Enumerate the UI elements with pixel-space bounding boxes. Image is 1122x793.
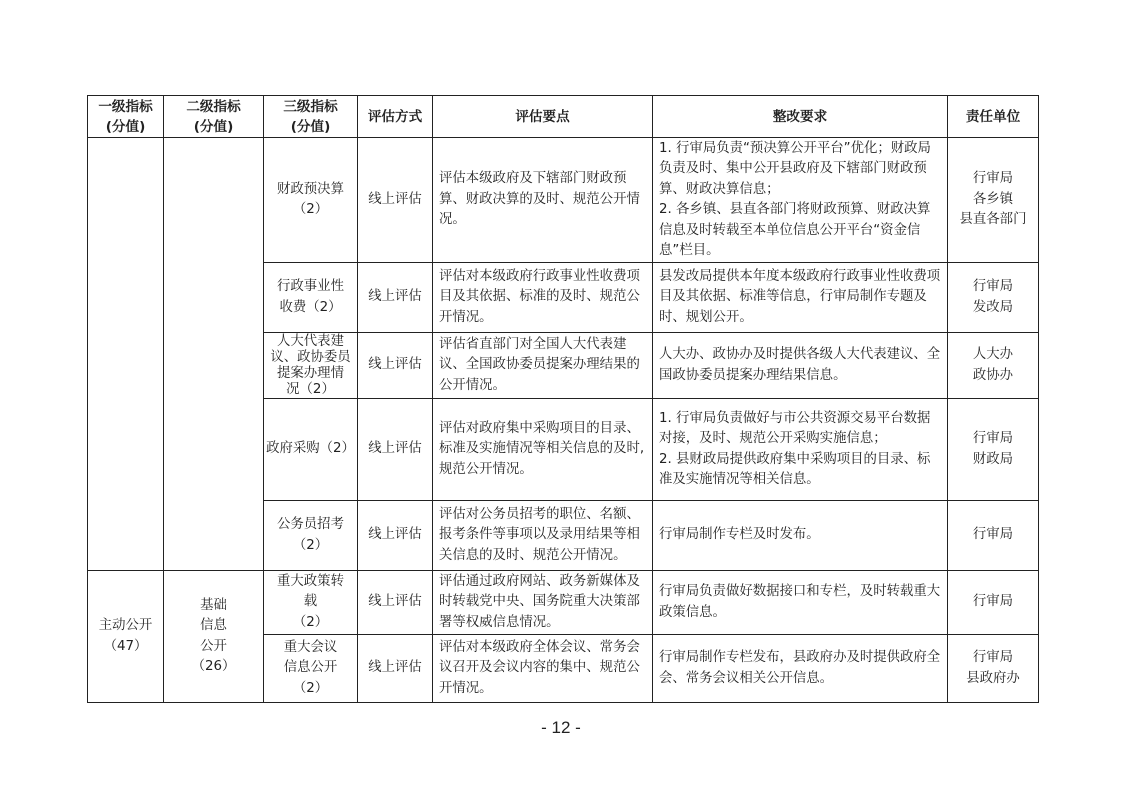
header-level2: 二级指标 (分值): [164, 96, 264, 138]
indicator-cell: 重大会议 信息公开 （2）: [264, 635, 358, 703]
evaluation-table: [87, 95, 1039, 703]
header-unit: 责任单位: [948, 96, 1039, 138]
indicator-cell: 行政事业性 收费（2）: [264, 263, 358, 333]
header-level1: 一级指标 (分值): [88, 96, 164, 138]
method-cell: 线上评估: [358, 399, 433, 501]
page-number: - 12 -: [541, 718, 581, 737]
level2-name: 基础 信息 公开: [200, 597, 227, 654]
points-cell: 评估对本级政府行政事业性收费项目及其依据、标准的及时、规范公开情况。: [433, 263, 653, 333]
indicator-cell: 公务员招考 （2）: [264, 501, 358, 571]
requirement-cell: 行审局制作专栏发布，县政府办及时提供政府全会、常务会议相关公开信息。: [653, 635, 948, 703]
level1-score: （47）: [103, 638, 148, 654]
indicator-cell: 重大政策转 载 （2）: [264, 571, 358, 635]
points-cell: 评估对本级政府全体会议、常务会议召开及会议内容的集中、规范公开情况。: [433, 635, 653, 703]
method-cell: 线上评估: [358, 263, 433, 333]
method-cell: 线上评估: [358, 333, 433, 399]
unit-cell: 行审局 县政府办: [948, 635, 1039, 703]
indicator-cell: 政府采购（2）: [264, 399, 358, 501]
requirement-cell: 行审局制作专栏及时发布。: [653, 501, 948, 571]
requirement-cell: 人大办、政协办及时提供各级人大代表建议、全国政协委员提案办理结果信息。: [653, 333, 948, 399]
header-method: 评估方式: [358, 96, 433, 138]
level1-name: 主动公开: [98, 618, 153, 633]
table-row: [88, 571, 1039, 635]
unit-cell: 行审局: [948, 571, 1039, 635]
method-cell: 线上评估: [358, 635, 433, 703]
level2-cell: [164, 571, 264, 703]
table-row: [88, 138, 1039, 263]
header-points: 评估要点: [433, 96, 653, 138]
level1-cell: [88, 571, 164, 703]
points-cell: 评估对公务员招考的职位、名额、报考条件等事项以及录用结果等相关信息的及时、规范公开情况。: [433, 501, 653, 571]
requirement-cell: 县发改局提供本年度本级政府行政事业性收费项目及其依据、标准等信息，行审局制作专题及时、规划公开。: [653, 263, 948, 333]
requirement-cell: 1. 行审局负责“预决算公开平台”优化；财政局负责及时、集中公开县政府及下辖部门财政预算、财政决算信息； 2. 各乡镇、县直各部门将财政预算、财政决算信息及时转载至本单位信息公开平台“资金信息”栏目。: [653, 138, 948, 263]
unit-cell: 行审局 财政局: [948, 399, 1039, 501]
level2-empty-cell: [164, 138, 264, 571]
method-cell: 线上评估: [358, 501, 433, 571]
unit-cell: 行审局 发改局: [948, 263, 1039, 333]
method-cell: 线上评估: [358, 571, 433, 635]
indicator-cell: 财政预决算 （2）: [264, 138, 358, 263]
header-requirement: 整改要求: [653, 96, 948, 138]
points-cell: 评估对政府集中采购项目的目录、标准及实施情况等相关信息的及时,规范公开情况。: [433, 399, 653, 501]
method-cell: 线上评估: [358, 138, 433, 263]
points-cell: 评估本级政府及下辖部门财政预算、财政决算的及时、规范公开情况。: [433, 138, 653, 263]
unit-cell: 人大办 政协办: [948, 333, 1039, 399]
indicator-cell: 人大代表建 议、政协委员 提案办理情 况（2）: [264, 333, 358, 399]
table-header-row: [88, 96, 1039, 138]
requirement-cell: 1. 行审局负责做好与市公共资源交易平台数据对接，及时、规范公开采购实施信息； 2. 县财政局提供政府集中采购项目的目录、标准及实施情况等相关信息。: [653, 399, 948, 501]
header-level3: 三级指标 (分值): [264, 96, 358, 138]
requirement-cell: 行审局负责做好数据接口和专栏，及时转载重大政策信息。: [653, 571, 948, 635]
points-cell: 评估通过政府网站、政务新媒体及时转载党中央、国务院重大决策部署等权威信息情况。: [433, 571, 653, 635]
unit-cell: 行审局 各乡镇 县直各部门: [948, 138, 1039, 263]
level1-empty-cell: [88, 138, 164, 571]
points-cell: 评估省直部门对全国人大代表建议、全国政协委员提案办理结果的公开情况。: [433, 333, 653, 399]
level2-score: （26）: [191, 659, 236, 674]
unit-cell: 行审局: [948, 501, 1039, 571]
